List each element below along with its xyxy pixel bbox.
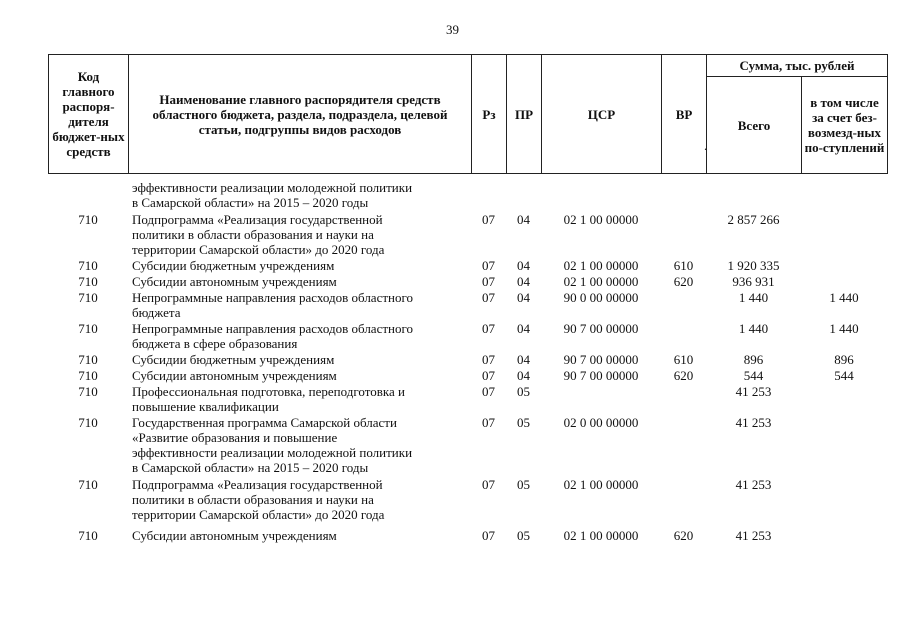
header-code: Код главного распоря-дителя бюджет-ных средств (49, 55, 129, 174)
cell-code: 710 (78, 290, 98, 305)
cell-rz: 07 (482, 415, 495, 430)
cell-csr: 02 1 00 00000 (563, 212, 639, 227)
cell-total: 544 (743, 368, 764, 383)
cell-code: 710 (78, 477, 98, 492)
cell-code: 710 (78, 528, 98, 543)
cell-sub (801, 528, 887, 543)
header-rz: Рз (472, 55, 507, 174)
cell-vr (661, 290, 706, 320)
cell-sub (801, 180, 887, 210)
cell-pr: 04 (517, 368, 530, 383)
cell-total: 41 253 (735, 415, 772, 430)
cell-rz: 07 (482, 258, 495, 273)
cell-sub (801, 384, 887, 414)
cell-total: 1 440 (738, 321, 769, 336)
cell-vr: 610 (673, 258, 694, 273)
cell-name-line: бюджета в сфере образования (132, 336, 298, 351)
cell-name-line: Субсидии бюджетным учреждениям (132, 258, 335, 273)
table-row (48, 290, 887, 320)
cell-rz: 07 (482, 274, 495, 289)
header-csr: ЦСР (542, 55, 662, 174)
cell-pr: 04 (517, 258, 530, 273)
cell-vr (661, 180, 706, 210)
cell-total: 41 253 (735, 477, 772, 492)
cell-name (128, 384, 471, 414)
cell-pr: 05 (517, 415, 530, 430)
cell-name-line: Подпрограмма «Реализация государственной (132, 212, 383, 227)
cell-rz: 07 (482, 384, 495, 399)
cell-rz: 07 (482, 528, 495, 543)
table-row (48, 212, 887, 257)
cell-csr: 02 1 00 00000 (563, 274, 639, 289)
cell-name-line: повышение квалификации (132, 399, 279, 414)
cell-code: 710 (78, 352, 98, 367)
cell-name (128, 477, 471, 522)
cell-rz: 07 (482, 368, 495, 383)
cell-name-line: политики в области образования и науки на (132, 492, 374, 507)
cell-sub: 1 440 (829, 290, 859, 305)
cell-csr: 02 1 00 00000 (563, 528, 639, 543)
cell-name-line: Субсидии автономным учреждениям (132, 274, 337, 289)
cell-total: 896 (743, 352, 764, 367)
cell-sub: 896 (834, 352, 854, 367)
cell-pr: 04 (517, 321, 530, 336)
cell-name (128, 212, 471, 257)
header-pr: ПР (507, 55, 542, 174)
cell-name-line: эффективности реализации молодежной политики (132, 445, 413, 460)
cell-total: 41 253 (735, 384, 772, 399)
stray-mark: . (704, 138, 708, 153)
header-sub: в том числе за счет без-возмезд-ных по-ступлений (802, 77, 888, 174)
cell-name (128, 528, 471, 543)
cell-name-line: Субсидии автономным учреждениям (132, 368, 337, 383)
cell-vr (661, 384, 706, 414)
cell-csr (541, 384, 661, 414)
table-header (48, 54, 888, 174)
cell-total: 41 253 (735, 528, 772, 543)
cell-rz: 07 (482, 477, 495, 492)
page-number: 39 (446, 22, 459, 37)
cell-vr (661, 415, 706, 475)
cell-sub (801, 258, 887, 273)
cell-name (128, 258, 471, 273)
cell-name-line: в Самарской области» на 2015 – 2020 годы (132, 195, 369, 210)
cell-csr (541, 180, 661, 210)
cell-csr: 90 7 00 00000 (563, 321, 639, 336)
cell-vr (661, 212, 706, 257)
cell-csr: 02 0 00 00000 (563, 415, 639, 430)
cell-sub (801, 274, 887, 289)
cell-sub (801, 415, 887, 475)
cell-name-line: Субсидии автономным учреждениям (132, 528, 337, 543)
cell-name-line: политики в области образования и науки на (132, 227, 374, 242)
table-row (48, 180, 887, 210)
cell-name (128, 180, 471, 210)
cell-name-line: «Развитие образования и повышение (132, 430, 338, 445)
cell-csr: 02 1 00 00000 (563, 477, 639, 492)
cell-name-line: территории Самарской области» до 2020 года (132, 507, 385, 522)
cell-vr: 610 (673, 352, 694, 367)
cell-total: 936 931 (732, 274, 775, 289)
cell-sub: 1 440 (829, 321, 859, 336)
cell-code: 710 (78, 384, 98, 399)
cell-name-line: Государственная программа Самарской области (132, 415, 397, 430)
cell-csr: 90 0 00 00000 (563, 290, 639, 305)
table-row (48, 274, 887, 289)
cell-code: 710 (78, 274, 98, 289)
cell-name-line: Субсидии бюджетным учреждениям (132, 352, 335, 367)
cell-name (128, 368, 471, 383)
cell-pr: 04 (517, 274, 530, 289)
cell-name-line: Профессиональная подготовка, переподготовка и (132, 384, 405, 399)
cell-rz: 07 (482, 212, 495, 227)
cell-pr: 05 (517, 528, 530, 543)
header-vr: ВР (662, 55, 707, 174)
cell-vr (661, 477, 706, 522)
cell-pr: 05 (517, 384, 530, 399)
cell-csr: 02 1 00 00000 (563, 258, 639, 273)
cell-code: 710 (78, 258, 98, 273)
cell-rz: 07 (482, 352, 495, 367)
cell-vr (661, 321, 706, 351)
cell-pr: 04 (517, 212, 530, 227)
table-row (48, 368, 887, 383)
cell-total: 2 857 266 (727, 212, 780, 227)
cell-vr: 620 (673, 368, 694, 383)
cell-code (48, 180, 128, 210)
cell-pr: 04 (517, 290, 530, 305)
cell-name-line: Непрограммные направления расходов областного (132, 321, 413, 336)
cell-sub (801, 477, 887, 522)
cell-pr (506, 180, 541, 210)
table-row (48, 528, 887, 543)
cell-code: 710 (78, 368, 98, 383)
cell-sub: 544 (834, 368, 854, 383)
cell-name (128, 415, 471, 475)
cell-name-line: территории Самарской области» до 2020 года (132, 242, 385, 257)
cell-total (706, 180, 801, 210)
cell-name-line: эффективности реализации молодежной политики (132, 180, 413, 195)
table-row (48, 321, 887, 351)
table-row (48, 258, 887, 273)
table-row (48, 477, 887, 522)
cell-total: 1 440 (738, 290, 769, 305)
cell-name (128, 290, 471, 320)
cell-name (128, 352, 471, 367)
header-name: Наименование главного распорядителя средств областного бюджета, раздела, подраздела, целевой статьи, подгруппы видов расходов (129, 55, 472, 174)
table-row (48, 352, 887, 367)
table-row (48, 384, 887, 414)
cell-code: 710 (78, 212, 98, 227)
cell-code: 710 (78, 321, 98, 336)
cell-pr: 05 (517, 477, 530, 492)
cell-total: 1 920 335 (727, 258, 780, 273)
cell-code: 710 (78, 415, 98, 430)
cell-pr: 04 (517, 352, 530, 367)
cell-name-line: Непрограммные направления расходов областного (132, 290, 413, 305)
cell-rz: 07 (482, 290, 495, 305)
cell-name-line: Подпрограмма «Реализация государственной (132, 477, 383, 492)
table-body (48, 180, 887, 543)
cell-csr: 90 7 00 00000 (563, 368, 639, 383)
cell-name-line: бюджета (132, 305, 181, 320)
header-sum: Сумма, тыс. рублей (707, 55, 888, 77)
cell-csr: 90 7 00 00000 (563, 352, 639, 367)
cell-rz: 07 (482, 321, 495, 336)
cell-name (128, 321, 471, 351)
header-total: Всего (707, 77, 802, 174)
cell-rz (471, 180, 506, 210)
cell-name-line: в Самарской области» на 2015 – 2020 годы (132, 460, 369, 475)
cell-vr: 620 (673, 528, 694, 543)
cell-name (128, 274, 471, 289)
cell-sub (801, 212, 887, 257)
cell-vr: 620 (673, 274, 694, 289)
table-row (48, 415, 887, 475)
